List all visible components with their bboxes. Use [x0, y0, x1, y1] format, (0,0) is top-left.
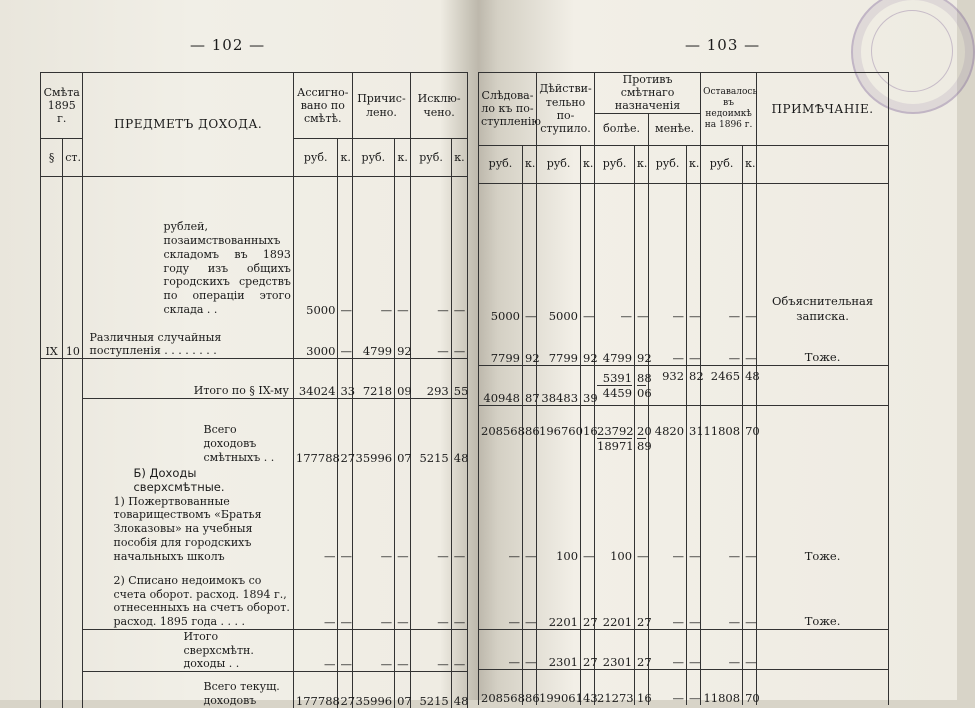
- header-assign: Ассигно- вано по смѣтѣ.: [293, 73, 352, 139]
- header-rub: руб.: [352, 139, 394, 177]
- table-row: 40948 87 38483 39 5391 4459 88 06 932 82 2465 48: [479, 365, 889, 405]
- table-row: 208568 86 199061 43 21273 16 — — 11808 70: [479, 669, 889, 705]
- table-row: 208568 86 196760 16 23792 18971 20 89 4820 31 11808 70: [479, 405, 889, 471]
- header-sled: Слѣдова- ло къ по- ступленію: [479, 73, 537, 146]
- table-row: Всего текущ. доходовъ 177788 27 35996 07 5215 48: [41, 672, 468, 708]
- table-row: рублей, позаимствованныхъ складомъ въ 1893 году изъ общихъ городскихъ средствъ по операціи этого склада . . 5000 — — — — —: [41, 177, 468, 317]
- row-note: Объяснительная записка.: [757, 183, 889, 323]
- table-row: 2) Списано недоимокъ со счета оборот. расход. 1894 г., отнесенныхъ на счетъ оборот. расход. 1895 года . . . . — — — — — —: [41, 563, 468, 629]
- header-ostav: Оставалось въ недоимкѣ на 1896 г.: [701, 73, 757, 146]
- header-menee: менѣе.: [649, 113, 701, 145]
- header-kop: к.: [338, 139, 352, 177]
- table-row: Итого по § IX-му 34024 33 7218 09 293 55: [41, 359, 468, 399]
- section-b-title: Б) Доходы сверхсмѣтные.: [83, 465, 293, 495]
- table-row: — — 2301 27 2301 27 — — — —: [479, 629, 889, 669]
- header-prichisl: Причис- лено.: [352, 73, 411, 139]
- header-kop: к.: [395, 139, 411, 177]
- header-rub: руб.: [293, 139, 338, 177]
- header-kop: к.: [451, 139, 467, 177]
- page-number-right: — 103 —: [685, 36, 761, 54]
- row-note: Тоже.: [757, 323, 889, 365]
- header-smeta: Смѣта 1895 г.: [41, 73, 83, 139]
- table-row: IX 10 Различныя случайныя поступленія . . . . . . . . 3000 — 4799 92 — —: [41, 317, 468, 359]
- row-note: Тоже.: [757, 563, 889, 629]
- header-rub: руб.: [411, 139, 451, 177]
- header-iskl: Исклю- чено.: [411, 73, 468, 139]
- left-ledger-table: [40, 72, 468, 708]
- header-bolee: болѣе.: [595, 113, 649, 145]
- table-row: Всего доходовъ смѣтныхъ . . 177788 27 35996 07 5215 48: [41, 399, 468, 465]
- table-row: 5000 — 5000 — — — — — — — Объяснительная записка.: [479, 183, 889, 323]
- header-deistv: Дѣйстви- тельно по- ступило.: [537, 73, 595, 146]
- header-primech: ПРИМѢЧАНІЕ.: [757, 73, 889, 146]
- header-subject: ПРЕДМЕТЪ ДОХОДА.: [83, 73, 293, 177]
- table-row: — — 2201 27 2201 27 — — — — Тоже.: [479, 563, 889, 629]
- section-row: [41, 465, 468, 495]
- page-number-left: — 102 —: [190, 36, 266, 54]
- right-ledger-table: Слѣдова- ло къ по- ступленію Дѣйстви- тельно по- ступило. Противъ смѣтнаго назначенія Оставалось въ недоимкѣ на 1896 г. ПРИМѢЧАНІЕ. болѣе. менѣе. руб. к. руб. к. руб. к. руб. к. руб. к. 5000 — 5000 — — — — — — — Объяснительная записка. 7799 92 7799 92 4799 92 — — — — Тоже. 40948 87 38483 39 5391 4459 88 06 932 82 2465 48 208568 86 196760 16 23792 18971 20 89 4820 31 11808 70 — — 100 — 100 — — — — — Тоже. — — 2201 27 2201 27 — — — — Тоже. — — 2301 27 2301 27 — — — — 208568 86 199061 43 21273 16 — — 11808 70: [478, 72, 889, 705]
- header-par: §: [41, 139, 63, 177]
- row-desc: рублей, позаимствованныхъ складомъ въ 1893 году изъ общихъ городскихъ средствъ по операціи этого склада . .: [83, 177, 293, 317]
- table-row: 1) Пожертвованные товариществомъ «Братья Злоказовы» на учебныя пособія для городскихъ начальныхъ школъ — — — — — —: [41, 495, 468, 564]
- table-row: 7799 92 7799 92 4799 92 — — — — Тоже.: [479, 323, 889, 365]
- header-protiv: Противъ смѣтнаго назначенія: [595, 73, 701, 114]
- header-st: ст.: [63, 139, 83, 177]
- table-row: — — 100 — 100 — — — — — Тоже.: [479, 501, 889, 563]
- table-row: Итого сверхсмѣтн. доходы . . — — — — — —: [41, 629, 468, 671]
- row-note: Тоже.: [757, 501, 889, 563]
